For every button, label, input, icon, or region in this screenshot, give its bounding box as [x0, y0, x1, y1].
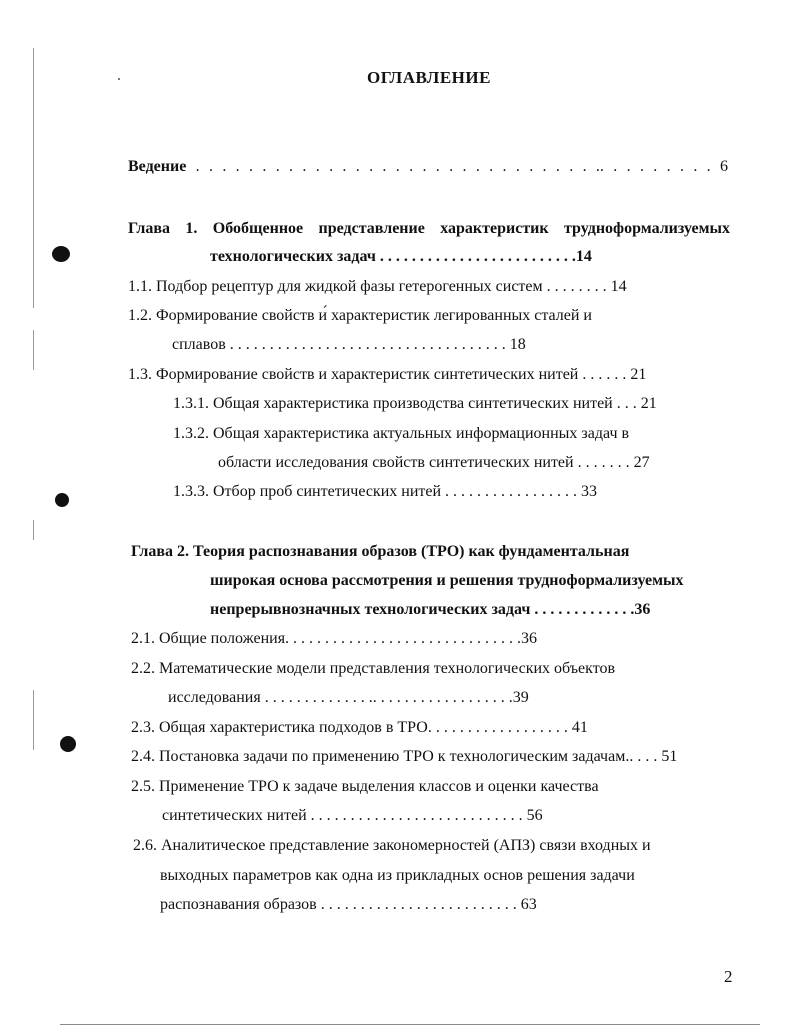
- toc-chapter-2-line-1: Глава 2. Теория распознавания образов (ТРО) как фундаментальная: [131, 543, 630, 560]
- toc-section-1-3-2-line-1: 1.3.2. Общая характеристика актуальных информационных задач в: [173, 425, 630, 442]
- toc-intro-heading: Ведение: [128, 158, 187, 175]
- toc-section-1-3-2-line-2: области исследования свойств синтетических нитей . . . . . . . 27: [218, 454, 650, 471]
- toc-section-2-6-line-3: распознавания образов . . . . . . . . . . . . . . . . . . . . . . . . . 63: [160, 896, 537, 913]
- toc-chapter-2-line-3: непрерывнозначных технологических задач . . . . . . . . . . . . .36: [210, 601, 651, 618]
- toc-section-1-2-line-2: сплавов . . . . . . . . . . . . . . . . . . . . . . . . . . . . . . . . . . . 18: [172, 336, 526, 353]
- scan-margin-line: [33, 330, 34, 370]
- toc-section-2-2-line-2: исследования . . . . . . . . . . . . . .. . . . . . . . . . . . . . . . . .39: [168, 689, 529, 706]
- toc-intro: [128, 157, 728, 177]
- toc-section-2-5-line-2: синтетических нитей . . . . . . . . . . . . . . . . . . . . . . . . . . . 56: [162, 807, 543, 824]
- toc-section-1-3-3: 1.3.3. Отбор проб синтетических нитей . . . . . . . . . . . . . . . . . 33: [173, 483, 598, 500]
- page-number: 2: [724, 967, 733, 986]
- toc-section-2-4: 2.4. Постановка задачи по применению ТРО к технологическим задачам.. . . . 51: [131, 748, 678, 765]
- toc-section-2-5-line-1: 2.5. Применение ТРО к задаче выделения классов и оценки качества: [131, 778, 599, 795]
- scan-margin-line: [33, 520, 34, 540]
- hole-punch-mark: [60, 736, 76, 752]
- hole-punch-mark: [52, 246, 70, 262]
- toc-section-2-2-line-1: 2.2. Математические модели представления технологических объектов: [131, 660, 616, 677]
- scan-bottom-line: [60, 1024, 760, 1025]
- page-title: ОГЛАВЛЕНИЕ: [367, 68, 491, 87]
- toc-section-2-1: 2.1. Общие положения. . . . . . . . . . . . . . . . . . . . . . . . . . . . . .36: [131, 630, 538, 647]
- toc-chapter-2-line-2: широкая основа рассмотрения и решения трудноформализуемых: [210, 572, 684, 589]
- scan-margin-line: [33, 690, 34, 750]
- toc-section-1-3: 1.3. Формирование свойств и характеристик синтетических нитей . . . . . . 21: [128, 366, 647, 383]
- toc-intro-text: Ведение . . . . . . . . . . . . . . . . . . . . . . . . . . . . . . .. . . . . . . . . 6: [128, 158, 728, 175]
- toc-section-2-6-line-2: выходных параметров как одна из прикладных основ решения задачи: [160, 867, 635, 884]
- toc-section-2-3: 2.3. Общая характеристика подходов в ТРО. . . . . . . . . . . . . . . . . . 41: [131, 719, 588, 736]
- toc-chapter-1-line-1: Глава 1. Обобщенное представление характеристик трудноформализуемых: [128, 220, 730, 237]
- toc-section-1-3-1: 1.3.1. Общая характеристика производства синтетических нитей . . . 21: [173, 395, 657, 412]
- hole-punch-mark: [55, 493, 69, 507]
- toc-section-2-6-line-1: 2.6. Аналитическое представление закономерностей (АПЗ) связи входных и: [133, 837, 651, 854]
- toc-chapter-1-line-2: технологических задач . . . . . . . . . . . . . . . . . . . . . . . . .14: [210, 248, 592, 265]
- toc-section-1-1: 1.1. Подбор рецептур для жидкой фазы гетерогенных систем . . . . . . . . 14: [128, 278, 627, 295]
- toc-section-1-2-line-1: 1.2. Формирование свойств и́ характеристик легированных сталей и: [128, 307, 592, 324]
